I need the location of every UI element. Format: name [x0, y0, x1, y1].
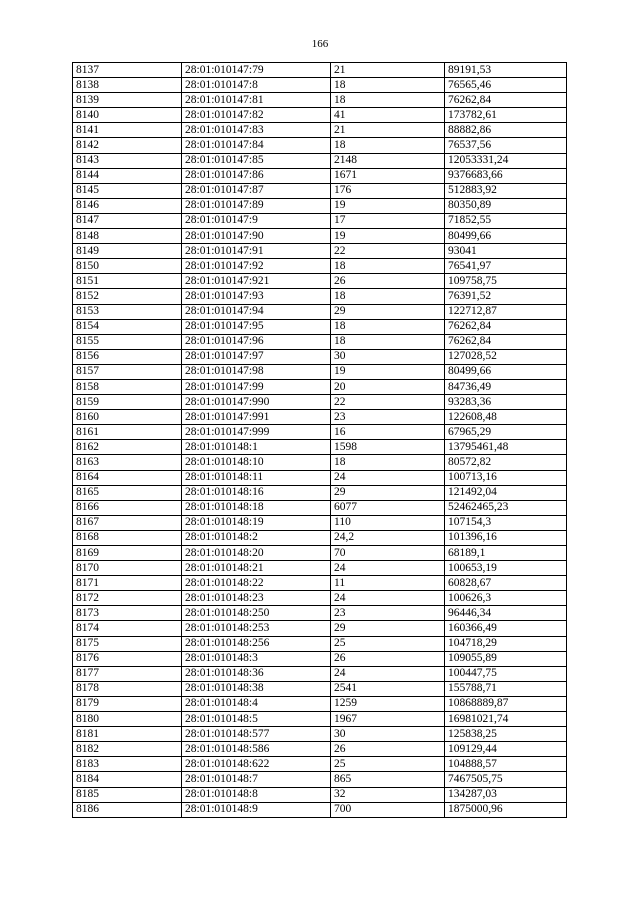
area-cell: 2148 [331, 153, 445, 168]
table-row [73, 304, 567, 319]
cadastral-number-cell: 28:01:010147:93 [182, 289, 331, 304]
area-cell: 16 [331, 425, 445, 440]
table-row [73, 455, 567, 470]
table-row [73, 576, 567, 591]
area-cell: 110 [331, 515, 445, 530]
table-row [73, 440, 567, 455]
cadastral-value-cell: 100626,3 [445, 591, 567, 606]
area-cell: 24 [331, 666, 445, 681]
row-number-cell: 8151 [73, 274, 182, 289]
cadastral-number-cell: 28:01:010148:19 [182, 515, 331, 530]
area-cell: 20 [331, 379, 445, 394]
cadastral-number-cell: 28:01:010147:9 [182, 213, 331, 228]
cadastral-value-cell: 122608,48 [445, 410, 567, 425]
cadastral-number-cell: 28:01:010148:22 [182, 576, 331, 591]
area-cell: 41 [331, 108, 445, 123]
area-cell: 24 [331, 561, 445, 576]
table-body [73, 63, 567, 818]
row-number-cell: 8163 [73, 455, 182, 470]
table-row [73, 168, 567, 183]
table-row [73, 772, 567, 787]
cadastral-value-cell: 121492,04 [445, 485, 567, 500]
cadastral-value-cell: 76537,56 [445, 138, 567, 153]
cadastral-value-cell: 52462465,23 [445, 500, 567, 515]
row-number-cell: 8167 [73, 515, 182, 530]
row-number-cell: 8182 [73, 742, 182, 757]
cadastral-number-cell: 28:01:010148:4 [182, 696, 331, 711]
cadastral-value-cell: 68189,1 [445, 546, 567, 561]
area-cell: 24 [331, 591, 445, 606]
table-row [73, 485, 567, 500]
cadastral-number-cell: 28:01:010148:38 [182, 681, 331, 696]
cadastral-value-cell: 88882,86 [445, 123, 567, 138]
cadastral-value-cell: 93283,36 [445, 395, 567, 410]
cadastral-number-cell: 28:01:010147:921 [182, 274, 331, 289]
table-row [73, 198, 567, 213]
cadastral-number-cell: 28:01:010148:250 [182, 606, 331, 621]
cadastral-value-cell: 109055,89 [445, 651, 567, 666]
area-cell: 11 [331, 576, 445, 591]
area-cell: 18 [331, 455, 445, 470]
row-number-cell: 8153 [73, 304, 182, 319]
area-cell: 2541 [331, 681, 445, 696]
cadastral-number-cell: 28:01:010147:83 [182, 123, 331, 138]
cadastral-number-cell: 28:01:010147:8 [182, 78, 331, 93]
table-row [73, 78, 567, 93]
row-number-cell: 8181 [73, 727, 182, 742]
cadastral-number-cell: 28:01:010147:85 [182, 153, 331, 168]
area-cell: 26 [331, 651, 445, 666]
cadastral-value-cell: 104888,57 [445, 757, 567, 772]
table-row [73, 606, 567, 621]
table-row [73, 425, 567, 440]
row-number-cell: 8150 [73, 259, 182, 274]
cadastral-number-cell: 28:01:010147:999 [182, 425, 331, 440]
row-number-cell: 8139 [73, 93, 182, 108]
row-number-cell: 8162 [73, 440, 182, 455]
cadastral-number-cell: 28:01:010147:991 [182, 410, 331, 425]
cadastral-number-cell: 28:01:010148:586 [182, 742, 331, 757]
row-number-cell: 8147 [73, 213, 182, 228]
cadastral-value-cell: 109758,75 [445, 274, 567, 289]
row-number-cell: 8156 [73, 349, 182, 364]
row-number-cell: 8168 [73, 530, 182, 545]
area-cell: 865 [331, 772, 445, 787]
table-row [73, 410, 567, 425]
area-cell: 19 [331, 198, 445, 213]
table-row [73, 712, 567, 727]
table-row [73, 123, 567, 138]
row-number-cell: 8152 [73, 289, 182, 304]
row-number-cell: 8170 [73, 561, 182, 576]
cadastral-number-cell: 28:01:010147:990 [182, 395, 331, 410]
cadastral-value-cell: 16981021,74 [445, 712, 567, 727]
cadastral-number-cell: 28:01:010147:96 [182, 334, 331, 349]
table-row [73, 395, 567, 410]
cadastral-value-cell: 80499,66 [445, 229, 567, 244]
cadastral-value-cell: 160366,49 [445, 621, 567, 636]
cadastral-number-cell: 28:01:010148:11 [182, 470, 331, 485]
row-number-cell: 8154 [73, 319, 182, 334]
cadastral-number-cell: 28:01:010148:10 [182, 455, 331, 470]
table-row [73, 696, 567, 711]
table-row [73, 666, 567, 681]
cadastral-value-cell: 12053331,24 [445, 153, 567, 168]
row-number-cell: 8140 [73, 108, 182, 123]
cadastral-value-cell: 76262,84 [445, 334, 567, 349]
cadastral-value-cell: 93041 [445, 244, 567, 259]
row-number-cell: 8155 [73, 334, 182, 349]
cadastral-number-cell: 28:01:010147:92 [182, 259, 331, 274]
cadastral-number-cell: 28:01:010147:81 [182, 93, 331, 108]
table-row [73, 274, 567, 289]
table-row [73, 530, 567, 545]
row-number-cell: 8146 [73, 198, 182, 213]
cadastral-value-cell: 104718,29 [445, 636, 567, 651]
row-number-cell: 8174 [73, 621, 182, 636]
table-row [73, 379, 567, 394]
row-number-cell: 8161 [73, 425, 182, 440]
row-number-cell: 8159 [73, 395, 182, 410]
row-number-cell: 8144 [73, 168, 182, 183]
row-number-cell: 8177 [73, 666, 182, 681]
table-row [73, 153, 567, 168]
table-row [73, 561, 567, 576]
row-number-cell: 8141 [73, 123, 182, 138]
area-cell: 1259 [331, 696, 445, 711]
row-number-cell: 8165 [73, 485, 182, 500]
cadastral-number-cell: 28:01:010147:84 [182, 138, 331, 153]
area-cell: 25 [331, 636, 445, 651]
row-number-cell: 8171 [73, 576, 182, 591]
cadastral-value-cell: 76565,46 [445, 78, 567, 93]
cadastral-number-cell: 28:01:010148:8 [182, 787, 331, 802]
area-cell: 18 [331, 93, 445, 108]
cadastral-number-cell: 28:01:010147:91 [182, 244, 331, 259]
table-row [73, 183, 567, 198]
cadastral-number-cell: 28:01:010148:36 [182, 666, 331, 681]
cadastral-number-cell: 28:01:010147:97 [182, 349, 331, 364]
area-cell: 30 [331, 727, 445, 742]
cadastral-value-cell: 76541,97 [445, 259, 567, 274]
table-row [73, 787, 567, 802]
cadastral-number-cell: 28:01:010148:622 [182, 757, 331, 772]
table-row [73, 259, 567, 274]
cadastral-value-cell: 80499,66 [445, 364, 567, 379]
area-cell: 18 [331, 78, 445, 93]
row-number-cell: 8148 [73, 229, 182, 244]
cadastral-value-cell: 10868889,87 [445, 696, 567, 711]
table-row [73, 621, 567, 636]
table-row [73, 244, 567, 259]
area-cell: 24,2 [331, 530, 445, 545]
cadastral-number-cell: 28:01:010148:16 [182, 485, 331, 500]
cadastral-value-cell: 109129,44 [445, 742, 567, 757]
area-cell: 700 [331, 802, 445, 817]
table-row [73, 63, 567, 78]
area-cell: 30 [331, 349, 445, 364]
row-number-cell: 8176 [73, 651, 182, 666]
cadastral-value-cell: 122712,87 [445, 304, 567, 319]
cadastral-value-cell: 89191,53 [445, 63, 567, 78]
cadastral-value-cell: 1875000,96 [445, 802, 567, 817]
cadastral-value-table [72, 62, 567, 818]
area-cell: 23 [331, 410, 445, 425]
area-cell: 18 [331, 319, 445, 334]
cadastral-number-cell: 28:01:010148:9 [182, 802, 331, 817]
row-number-cell: 8145 [73, 183, 182, 198]
cadastral-number-cell: 28:01:010148:7 [182, 772, 331, 787]
cadastral-value-cell: 96446,34 [445, 606, 567, 621]
cadastral-number-cell: 28:01:010148:21 [182, 561, 331, 576]
cadastral-number-cell: 28:01:010147:86 [182, 168, 331, 183]
area-cell: 1671 [331, 168, 445, 183]
row-number-cell: 8186 [73, 802, 182, 817]
cadastral-number-cell: 28:01:010148:2 [182, 530, 331, 545]
row-number-cell: 8157 [73, 364, 182, 379]
cadastral-value-cell: 76262,84 [445, 319, 567, 334]
area-cell: 21 [331, 63, 445, 78]
area-cell: 1967 [331, 712, 445, 727]
row-number-cell: 8172 [73, 591, 182, 606]
row-number-cell: 8184 [73, 772, 182, 787]
table-row [73, 546, 567, 561]
cadastral-value-cell: 100447,75 [445, 666, 567, 681]
table-row [73, 229, 567, 244]
area-cell: 26 [331, 274, 445, 289]
table-row [73, 470, 567, 485]
cadastral-value-cell: 13795461,48 [445, 440, 567, 455]
row-number-cell: 8149 [73, 244, 182, 259]
cadastral-value-cell: 512883,92 [445, 183, 567, 198]
cadastral-value-cell: 76391,52 [445, 289, 567, 304]
area-cell: 22 [331, 395, 445, 410]
table-row [73, 289, 567, 304]
cadastral-value-cell: 76262,84 [445, 93, 567, 108]
table-row [73, 727, 567, 742]
cadastral-number-cell: 28:01:010147:95 [182, 319, 331, 334]
row-number-cell: 8143 [73, 153, 182, 168]
area-cell: 18 [331, 138, 445, 153]
table-row [73, 802, 567, 817]
area-cell: 21 [331, 123, 445, 138]
cadastral-number-cell: 28:01:010148:5 [182, 712, 331, 727]
table-row [73, 757, 567, 772]
table-row [73, 742, 567, 757]
area-cell: 23 [331, 606, 445, 621]
table-row [73, 681, 567, 696]
area-cell: 26 [331, 742, 445, 757]
cadastral-value-cell: 127028,52 [445, 349, 567, 364]
cadastral-number-cell: 28:01:010147:94 [182, 304, 331, 319]
table-row [73, 500, 567, 515]
table-row [73, 319, 567, 334]
row-number-cell: 8183 [73, 757, 182, 772]
cadastral-number-cell: 28:01:010148:3 [182, 651, 331, 666]
cadastral-number-cell: 28:01:010147:99 [182, 379, 331, 394]
cadastral-value-cell: 101396,16 [445, 530, 567, 545]
area-cell: 6077 [331, 500, 445, 515]
area-cell: 70 [331, 546, 445, 561]
cadastral-value-cell: 173782,61 [445, 108, 567, 123]
cadastral-value-cell: 107154,3 [445, 515, 567, 530]
table-row [73, 138, 567, 153]
row-number-cell: 8173 [73, 606, 182, 621]
cadastral-value-cell: 100653,19 [445, 561, 567, 576]
area-cell: 18 [331, 334, 445, 349]
area-cell: 29 [331, 304, 445, 319]
row-number-cell: 8158 [73, 379, 182, 394]
cadastral-value-cell: 84736,49 [445, 379, 567, 394]
cadastral-number-cell: 28:01:010147:98 [182, 364, 331, 379]
row-number-cell: 8169 [73, 546, 182, 561]
area-cell: 29 [331, 485, 445, 500]
table-row [73, 213, 567, 228]
cadastral-value-cell: 80350,89 [445, 198, 567, 213]
cadastral-number-cell: 28:01:010147:79 [182, 63, 331, 78]
table-row [73, 364, 567, 379]
row-number-cell: 8166 [73, 500, 182, 515]
row-number-cell: 8137 [73, 63, 182, 78]
area-cell: 18 [331, 289, 445, 304]
area-cell: 22 [331, 244, 445, 259]
row-number-cell: 8160 [73, 410, 182, 425]
cadastral-value-cell: 67965,29 [445, 425, 567, 440]
cadastral-value-cell: 80572,82 [445, 455, 567, 470]
table-row [73, 108, 567, 123]
area-cell: 17 [331, 213, 445, 228]
area-cell: 1598 [331, 440, 445, 455]
cadastral-value-cell: 125838,25 [445, 727, 567, 742]
table-row [73, 591, 567, 606]
cadastral-value-cell: 9376683,66 [445, 168, 567, 183]
cadastral-number-cell: 28:01:010148:253 [182, 621, 331, 636]
row-number-cell: 8178 [73, 681, 182, 696]
row-number-cell: 8138 [73, 78, 182, 93]
cadastral-number-cell: 28:01:010148:20 [182, 546, 331, 561]
cadastral-number-cell: 28:01:010147:90 [182, 229, 331, 244]
area-cell: 24 [331, 470, 445, 485]
cadastral-number-cell: 28:01:010148:1 [182, 440, 331, 455]
table-row [73, 334, 567, 349]
cadastral-number-cell: 28:01:010148:18 [182, 500, 331, 515]
cadastral-number-cell: 28:01:010147:82 [182, 108, 331, 123]
area-cell: 19 [331, 364, 445, 379]
row-number-cell: 8180 [73, 712, 182, 727]
area-cell: 176 [331, 183, 445, 198]
row-number-cell: 8185 [73, 787, 182, 802]
cadastral-value-cell: 60828,67 [445, 576, 567, 591]
cadastral-number-cell: 28:01:010147:87 [182, 183, 331, 198]
cadastral-value-cell: 134287,03 [445, 787, 567, 802]
table-row [73, 349, 567, 364]
cadastral-value-cell: 71852,55 [445, 213, 567, 228]
area-cell: 29 [331, 621, 445, 636]
table-row [73, 515, 567, 530]
cadastral-number-cell: 28:01:010147:89 [182, 198, 331, 213]
table-row [73, 651, 567, 666]
cadastral-number-cell: 28:01:010148:23 [182, 591, 331, 606]
table-row [73, 636, 567, 651]
area-cell: 19 [331, 229, 445, 244]
row-number-cell: 8175 [73, 636, 182, 651]
table-row [73, 93, 567, 108]
cadastral-value-cell: 100713,16 [445, 470, 567, 485]
cadastral-number-cell: 28:01:010148:256 [182, 636, 331, 651]
row-number-cell: 8179 [73, 696, 182, 711]
area-cell: 32 [331, 787, 445, 802]
cadastral-number-cell: 28:01:010148:577 [182, 727, 331, 742]
area-cell: 18 [331, 259, 445, 274]
row-number-cell: 8142 [73, 138, 182, 153]
area-cell: 25 [331, 757, 445, 772]
row-number-cell: 8164 [73, 470, 182, 485]
page-number: 166 [311, 38, 329, 50]
cadastral-value-cell: 7467505,75 [445, 772, 567, 787]
cadastral-value-cell: 155788,71 [445, 681, 567, 696]
